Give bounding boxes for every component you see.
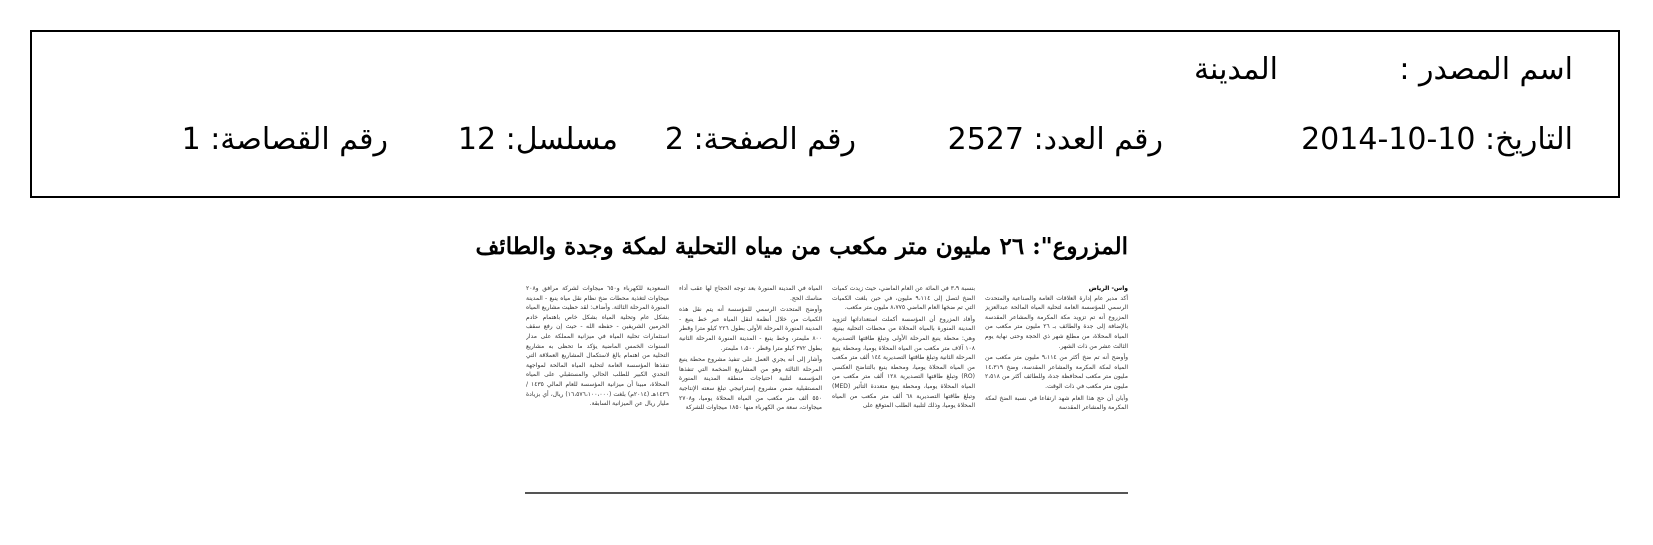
article-paragraph: وأوضح أنه تم ضخ أكثر من ٩،١١٤ مليون متر مكعب من المياه لمكة المكرمة والمشاعر المقدسة، وضخ ١٤،٣١٩ مليون متر مكعب لمحافظة جدة، وللطائف أكثر من ٢،٥١٨ مليون متر مكعب في ذات الوقت. bbox=[985, 354, 1128, 390]
clipping-bottom-rule bbox=[525, 492, 1128, 494]
page-number-field: رقم الصفحة: 2 bbox=[664, 122, 856, 157]
article-paragraph: وأشار إلى أنه يجري العمل على تنفيذ مشروع محطة ينبع المرحلة الثالثة وهو من المشاريع الضخمة التي تنفذها المؤسسة لتلبية احتياجات منطقة المدينة المنورة المستقبلية ضمن مشروع إستراتيجي تبلغ سعته الإنتاجية ٥٥٠ ألف متر مكعب من المياه المحلاة يوميا، و٢٧٠٨ ميجاوات، سعة من الكهرباء منها ١٨٥٠ ميجاوات للشركة bbox=[679, 356, 822, 412]
article-column-3 bbox=[679, 284, 822, 519]
newspaper-clipping bbox=[475, 230, 1128, 530]
article-paragraph: وأوضح المتحدث الرسمي للمؤسسة أنه يتم نقل هذه الكميات من خلال أنظمة لنقل المياه عبر خط ينبع - المدينة المنورة المرحلة الأولى بطول ٢٢٦ كيلو مترا وقطر ٨٠٠ مليمتر، وخط ينبع - المدينة المنورة المرحلة الثانية بطول ٣٧٢ كيلو مترا وقطر ١،٥٠٠ مليمتر. bbox=[679, 306, 822, 352]
date-field: التاريخ: 10-10-2014 bbox=[1301, 122, 1573, 157]
article-column-2 bbox=[832, 284, 975, 519]
source-value: المدينة bbox=[1193, 52, 1278, 87]
article-column-4 bbox=[526, 284, 669, 519]
article-paragraph: بنسبة ٣،٩ في المائة عن العام الماضي، حيث زيدت كميات الضخ لتصل إلى ٩،١١٤ مليون، في حين بلغت الكميات التي تم ضخها العام الماضي ٨،٧٧٥ مليون متر مكعب. bbox=[832, 285, 975, 312]
clip-number-field: رقم القصاصة: 1 bbox=[181, 122, 388, 157]
article-columns bbox=[525, 284, 1128, 519]
article-byline: واس- الرياض bbox=[1088, 285, 1128, 292]
article-paragraph: المياه في المدينة المنورة بعد توجه الحجاج لها عقب أداء مناسك الحج. bbox=[679, 285, 822, 302]
article-paragraph: السعودية للكهرباء و٦٥٠ ميجاوات لشركة مرافق و٢٠٨ ميجاوات لتغذية محطات ضخ نظام نقل مياه ينبع - المدينة المنورة المرحلة الثالثة. وأضاف: لقد حظيت مشاريع المياه بشكل عام وتحلية المياه بشكل خاص باهتمام خادم الحرمين الشريفين - حفظه الله - حيث إن رفع سقف استثمارات تحلية المياه في ميزانية المملكة على مدار السنوات الخمس الماضية يؤكد ما تحظى به مشاريع التحلية من اهتمام بالغ لاستكمال المشاريع العملاقة التي تنفذها المؤسسة العامة لتحلية المياه المالحة لمواجهة التحدي الكبير للطلب الحالي والمستقبلي على المياه المحلاة، مبينا أن ميزانية المؤسسة للعام المالي ١٤٣٥ / ١٤٣٦هـ (٢٠١٤م) بلغت (١٦،٥٧٦،١٠٠،٠٠٠) ريال، أي بزيادة مليار ريال عن الميزانية السابقة. bbox=[526, 285, 669, 408]
article-headline: المزروع": ٢٦ مليون متر مكعب من مياه التحلية لمكة وجدة والطائف bbox=[475, 233, 1128, 260]
article-column-1 bbox=[985, 284, 1128, 519]
serial-number-field: مسلسل: 12 bbox=[457, 122, 618, 157]
article-paragraph: أكد مدير عام إدارة العلاقات العامة والصناعية والمتحدث الرسمي للمؤسسة العامة لتحلية المياه المالحة عبدالعزيز المزروع أنه تم تزويد مكة المكرمة والمشاعر المقدسة بالإضافة إلى جدة والطائف بـ ٢٦ مليون متر مكعب من المياه المحلاة، من مطلع شهر ذي الحجة وحتى نهاية يوم الثالث عشر من ذات الشهر. bbox=[985, 294, 1128, 350]
source-label: اسم المصدر : bbox=[1399, 52, 1573, 87]
article-paragraph: وأبان أن حج هذا العام شهد ارتفاعا في نسبة الضخ لمكة المكرمة والمشاعر المقدسة bbox=[985, 394, 1128, 412]
issue-number-field: رقم العدد: 2527 bbox=[947, 122, 1163, 157]
clipping-metadata-box bbox=[30, 30, 1620, 198]
article-paragraph: وأفاد المزروع أن المؤسسة أكملت استعداداتها لتزويد المدينة المنورة بالمياه المحلاة من محطات التحلية بينبع، وهي: محطة ينبع المرحلة الأولى وتبلغ طاقتها التصديرية ١٠٨ آلاف متر مكعب من المياه المحلاة يوميا، ومحطة ينبع المرحلة الثانية وتبلغ طاقتها التصديرية ١٤٤ ألف متر مكعب من المياه المحلاة يوميا، ومحطة ينبع بالتناضح العكسي (RO) وتبلغ طاقتها التصديرية ١٢٨ ألف متر مكعب من المياه المحلاة يوميا، ومحطة ينبع متعددة التأثير (MED) وتبلغ طاقتها التصديرية ٦٨ ألف متر مكعب من المياه المحلاة يوميا، وذلك لتلبية الطلب المتوقع على bbox=[832, 315, 975, 410]
